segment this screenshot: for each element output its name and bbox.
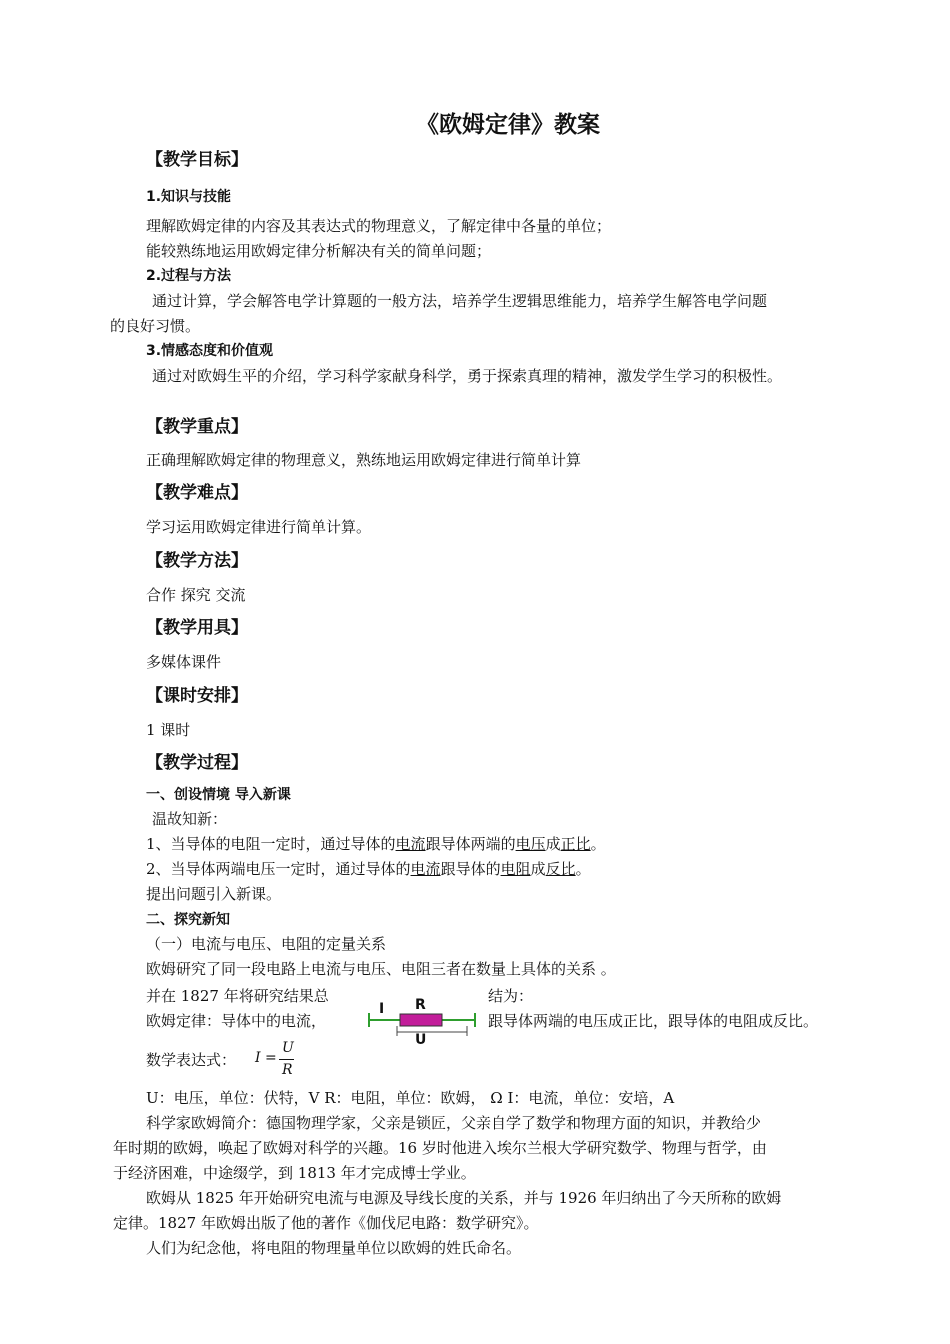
bio-line: 于经济困难，中途缀学，到 1813 年才完成博士学业。 <box>113 1164 476 1182</box>
review-label: 温故知新： <box>152 810 228 828</box>
label-voltage: U <box>415 1032 427 1046</box>
schedule-text: 1 课时 <box>146 721 191 739</box>
bio-line: 科学家欧姆简介：德国物理学家，父亲是锁匠，父亲自学了数学和物理方面的知识，并教给少 <box>146 1114 762 1132</box>
schedule-heading: 【课时安排】 <box>146 686 248 706</box>
emotion-line: 通过对欧姆生平的介绍，学习科学家献身科学，勇于探索真理的精神，激发学生学习的积极性。 <box>152 367 783 385</box>
bio-line: 欧姆从 1825 年开始研究电流与电源及导线长度的关系，并与 1926 年归纳出了今天所称的欧姆 <box>146 1189 782 1207</box>
blank-answer: 电流 <box>410 860 441 878</box>
bio-line: 年时期的欧姆，唤起了欧姆对科学的兴趣。16 岁时他进入埃尔兰根大学研究数学、物理与哲学，由 <box>113 1139 767 1157</box>
paragraph-line: 结为： <box>488 987 534 1005</box>
part2-heading: 二、探究新知 <box>146 912 230 928</box>
process-method-line: 通过计算，学会解答电学计算题的一般方法，培养学生逻辑思维能力，培养学生解答电学问题 <box>152 292 768 310</box>
paragraph-line: 并在 1827 年将研究结果总 <box>146 987 329 1005</box>
knowledge-line: 理解欧姆定律的内容及其表达式的物理意义，了解定律中各量的单位； <box>146 217 612 235</box>
blank-answer: 反比 <box>545 860 576 878</box>
tools-text: 多媒体课件 <box>146 653 222 671</box>
subsection-heading: （一）电流与电压、电阻的定量关系 <box>146 935 387 953</box>
label-current: I <box>379 1001 385 1017</box>
circuit-diagram <box>367 990 477 1046</box>
goals-heading: 【教学目标】 <box>146 150 248 170</box>
knowledge-line: 能较熟练地运用欧姆定律分析解决有关的简单问题； <box>146 242 492 260</box>
review-line-2: 2、当导体两端电压一定时，通过导体的电流跟导体的电阻成反比。 <box>146 860 591 878</box>
difficulty-heading: 【教学难点】 <box>146 483 248 503</box>
tools-heading: 【教学用具】 <box>146 618 248 638</box>
emotion-heading: 3.情感态度和价值观 <box>146 343 274 359</box>
process-heading: 【教学过程】 <box>146 753 248 773</box>
law-statement: 欧姆定律：导体中的电流， <box>146 1012 327 1030</box>
bio-line: 人们为纪念他，将电阻的物理量单位以欧姆的姓氏命名。 <box>146 1239 522 1257</box>
units-line: U：电压，单位：伏特，V R：电阻，单位：欧姆， Ω I：电流，单位：安培，A <box>146 1089 675 1107</box>
methods-heading: 【教学方法】 <box>146 551 248 571</box>
formula-label: 数学表达式： <box>146 1051 237 1069</box>
formula-denominator: R <box>282 1062 293 1078</box>
paragraph-line: 欧姆研究了同一段电路上电流与电压、电阻三者在数量上具体的关系 。 <box>146 960 616 978</box>
review-line-1: 1、当导体的电阻一定时，通过导体的电流跟导体两端的电压成正比。 <box>146 835 606 853</box>
document-title: 《欧姆定律》教案 <box>416 111 600 138</box>
process-method-line: 的良好习惯。 <box>110 317 201 335</box>
blank-answer: 电阻 <box>500 860 531 878</box>
part1-heading: 一、创设情境 导入新课 <box>146 787 291 803</box>
raise-question: 提出问题引入新课。 <box>146 885 282 903</box>
formula-numerator: U <box>282 1040 294 1056</box>
key-points-heading: 【教学重点】 <box>146 417 248 437</box>
formula-lhs: I = <box>255 1050 277 1066</box>
resistor <box>400 1014 442 1026</box>
knowledge-heading: 1.知识与技能 <box>146 189 232 205</box>
key-points-text: 正确理解欧姆定律的物理意义，熟练地运用欧姆定律进行简单计算 <box>146 451 582 469</box>
difficulty-text: 学习运用欧姆定律进行简单计算。 <box>146 518 372 536</box>
blank-answer: 电压 <box>515 835 546 853</box>
label-resistance: R <box>415 997 426 1013</box>
bio-line: 定律。1827 年欧姆出版了他的著作《伽伐尼电路：数学研究》。 <box>113 1214 539 1232</box>
fraction-bar <box>279 1059 294 1060</box>
law-statement: 跟导体两端的电压成正比，跟导体的电阻成反比。 <box>488 1012 819 1030</box>
blank-answer: 正比 <box>560 835 591 853</box>
process-method-heading: 2.过程与方法 <box>146 268 232 284</box>
blank-answer: 电流 <box>395 835 426 853</box>
methods-text: 合作 探究 交流 <box>146 586 246 604</box>
